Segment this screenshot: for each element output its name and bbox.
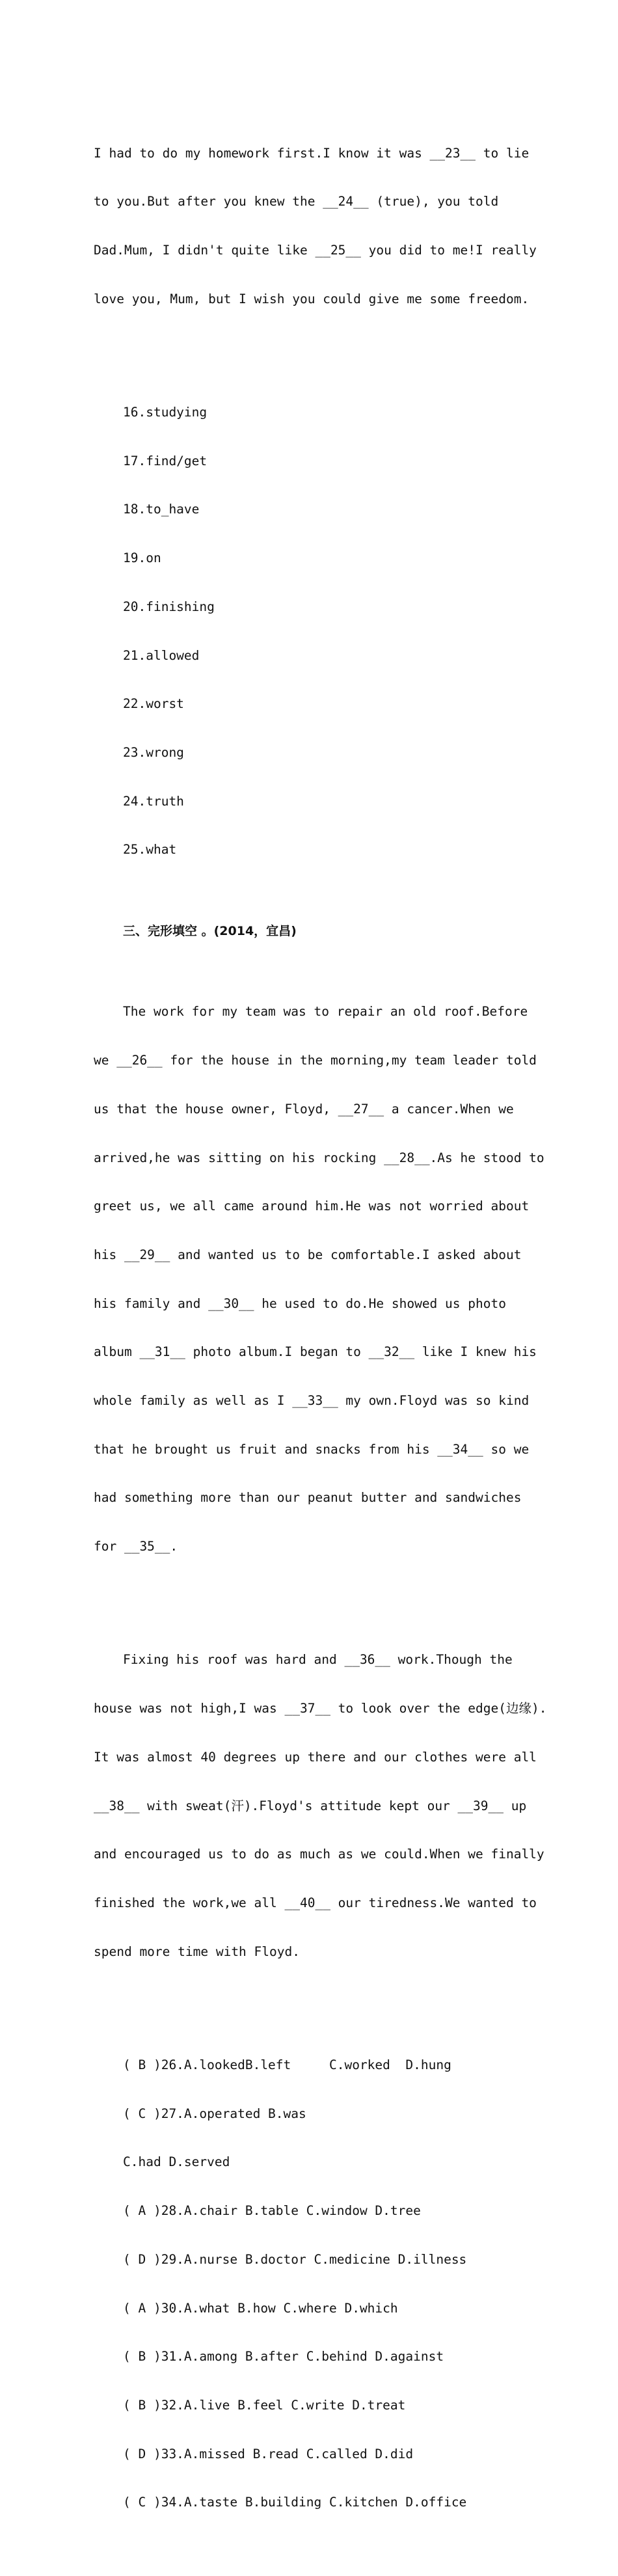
paragraph-line: had something more than our peanut butter and sandwiches (94, 1490, 522, 1506)
answer-list (94, 372, 536, 891)
answer-item: 20.finishing (123, 599, 215, 614)
passage-end (94, 113, 536, 340)
paragraph-line: that he brought us fruit and snacks from his __34__ so we (94, 1441, 530, 1457)
paragraph-line: we __26__ for the house in the morning,my team leader told (94, 1053, 537, 1068)
question-item: ( A )28.A.chair B.table C.window D.tree (123, 2203, 421, 2219)
paragraph-line: It was almost 40 degrees up there and our clothes were all (94, 1749, 537, 1765)
question-item: ( D )29.A.nurse B.doctor C.medicine D.illness (123, 2251, 467, 2267)
question-item: ( A )30.A.what B.how C.where D.which (123, 2300, 398, 2316)
question-item: ( B )31.A.among B.after C.behind D.against (123, 2349, 444, 2365)
question-item: C.had D.served (123, 2154, 230, 2170)
answer-item: 24.truth (123, 793, 184, 809)
answer-item: 19.on (123, 550, 161, 566)
document-content (94, 81, 547, 2576)
answer-item: 17.find/get (123, 453, 208, 468)
section-heading: 三、完形填空 。(2014，宜昌) (123, 923, 297, 938)
cloze-paragraph-2 (94, 1620, 547, 1993)
paragraph-line: us that the house owner, Floyd, __27__ a cancer.When we (94, 1101, 514, 1117)
paragraph-line: spend more time with Floyd. (94, 1944, 300, 1959)
question-item: ( D )33.A.missed B.read C.called D.did (123, 2446, 414, 2461)
paragraph-line: Fixing his roof was hard and __36__ work.Though the (123, 1652, 513, 1668)
passage-line: I had to do my homework first.I know it was __23__ to lie (94, 145, 530, 161)
question-item: ( B )26.A.lookedB.left C.worked D.hung (123, 2057, 451, 2073)
paragraph-line: whole family as well as I __33__ my own.Floyd was so kind (94, 1393, 530, 1409)
question-list (94, 2025, 536, 2543)
paragraph-line: house was not high,I was __37__ to look over the edge(边缘). (94, 1701, 547, 1716)
question-item: ( C )27.A.operated B.was (123, 2106, 306, 2121)
paragraph-line: his __29__ and wanted us to be comfortable.I asked about (94, 1247, 522, 1262)
cloze-paragraph-1 (94, 972, 544, 1588)
paragraph-line: The work for my team was to repair an old roof.Before (123, 1004, 528, 1020)
paragraph-line: greet us, we all came around him.He was not worried about (94, 1199, 530, 1214)
paragraph-line: and encouraged us to do as much as we could.When we finally (94, 1847, 544, 1862)
paragraph-line: for __35__. (94, 1539, 178, 1554)
paragraph-line: his family and __30__ he used to do.He showed us photo (94, 1295, 506, 1311)
answer-item: 18.to_have (123, 502, 200, 517)
question-item: ( B )32.A.live B.feel C.write D.treat (123, 2397, 406, 2413)
answer-item: 16.studying (123, 405, 208, 420)
passage-line: Dad.Mum, I didn't quite like __25__ you did to me!I really (94, 243, 537, 258)
answer-item: 22.worst (123, 696, 184, 712)
answer-item: 23.wrong (123, 744, 184, 760)
passage-line: to you.But after you knew the __24__ (true), you told (94, 194, 499, 210)
paragraph-line: __38__ with sweat(汗).Floyd's attitude kept our __39__ up (94, 1798, 527, 1813)
answer-item: 21.allowed (123, 647, 200, 663)
answer-item: 25.what (123, 842, 177, 858)
passage-line: love you, Mum, but I wish you could give me some freedom. (94, 291, 530, 306)
paragraph-line: arrived,he was sitting on his rocking __28__.As he stood to (94, 1150, 544, 1165)
paragraph-line: album __31__ photo album.I began to __32__ like I knew his (94, 1344, 537, 1360)
paragraph-line: finished the work,we all __40__ our tiredness.We wanted to (94, 1895, 537, 1910)
question-item: ( C )34.A.taste B.building C.kitchen D.office (123, 2495, 467, 2510)
